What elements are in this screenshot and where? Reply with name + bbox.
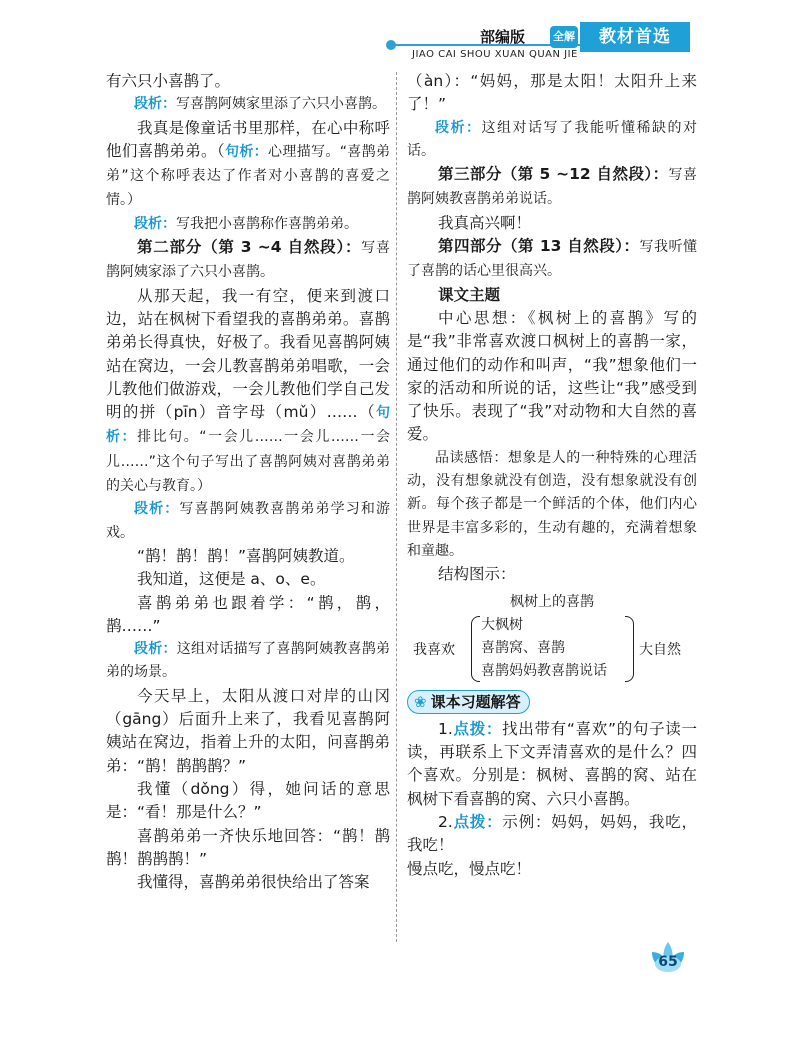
series-pinyin: JIAO CAI SHOU XUAN QUAN JIE [412, 49, 578, 60]
answer-text: 示例：妈妈，妈妈，我吃，我吃！ [407, 813, 697, 855]
note-text: 排比句。“一会儿……一会儿……一会儿……”这个句子写出了喜鹊阿姨对喜鹊弟弟的关心与教育。） [106, 429, 390, 495]
note-label: 段析： [134, 501, 180, 518]
section-heading: 第三部分（第 5 ~12 自然段）： [438, 165, 669, 184]
section-heading: 第二部分（第 3 ~4 自然段）： [137, 238, 362, 257]
hint-label: 点拨： [452, 813, 503, 832]
diagram-items [481, 614, 607, 683]
page-number-badge [648, 940, 688, 980]
paragraph: 我懂（dǒng）得，她问话的意思是：“看！那是什么？” [106, 779, 390, 822]
note-text: 心理描写。“喜鹊弟弟”这个称呼表达了作者对小喜鹊的喜爱之情。） [106, 143, 390, 209]
note-label: 段析： [134, 215, 176, 232]
analysis-note [106, 638, 390, 685]
note-text: 这组对话描写了喜鹊阿姨教喜鹊弟弟的场景。 [106, 641, 391, 681]
section-heading: 第四部分（第 13 自然段）： [438, 237, 640, 256]
leaf-icon: ❀ [414, 692, 427, 711]
section-summary [407, 163, 697, 212]
analysis-note [407, 117, 697, 164]
diagram-left-label: 我喜欢 [413, 641, 455, 658]
exercise-tag-label: 课本习题解答 [430, 692, 521, 711]
paragraph: 今天早上，太阳从渡口对岸的山冈（gāng）后面升上来了，我看见喜鹊阿姨站在窝边，指着上升的太阳，问喜鹊弟弟：“鹊！鹊鹊鹊？” [106, 686, 390, 775]
hint-label: 点拨： [452, 719, 503, 738]
paragraph: 喜鹊弟弟一齐快乐地回答：“鹊！鹊鹊！鹊鹊鹊！” [106, 826, 390, 868]
note-text: 写喜鹊阿姨教喜鹊弟弟学习和游戏。 [106, 501, 390, 541]
paragraph: 有六只小喜鹊了。 [106, 72, 231, 90]
note-label: 句析： [224, 143, 269, 160]
paragraph: （àn）：“妈妈，那是太阳！太阳升上来了！” [407, 72, 697, 114]
page-number: 65 [658, 954, 678, 970]
structure-label: 结构图示： [438, 565, 516, 584]
analysis-note [106, 213, 390, 236]
section-text: 写我听懂了喜鹊的话心里很高兴。 [407, 239, 697, 280]
note-label: 段析： [134, 641, 177, 658]
theme-paragraph: 中心思想：《枫树上的喜鹊》写的是“我”非常喜欢渡口枫树上的喜鹊一家，通过他们的动作和叫声，“我”想象他们一家的活动和所说的话，这些让“我”感受到了快乐。表现了“我”对动物和大自然的喜爱。 [407, 308, 697, 444]
column-divider [396, 72, 397, 942]
diagram-item: 喜鹊窝、喜鹊 [481, 639, 565, 656]
analysis-note [106, 498, 390, 545]
paragraph: 我真高兴啊！ [438, 213, 532, 232]
note-text: 写喜鹊阿姨家里添了六只小喜鹊。 [176, 96, 386, 113]
answer-text: 找出带有“喜欢”的句子读一读，再联系上下文弄清喜欢的是什么？四个喜欢。分别是：枫树、喜鹊的窝、站在枫树下看喜鹊的窝、六只小喜鹊。 [407, 719, 697, 808]
paragraph [106, 285, 390, 499]
section-summary [407, 235, 697, 284]
structure-diagram [407, 616, 697, 684]
paragraph-text: 我真是像童话书里那样，在心中称呼他们喜鹊弟弟。（ [106, 118, 390, 160]
note-label: 段析： [134, 96, 176, 113]
edition-label: 部编版 [480, 28, 526, 46]
exercise-section-tag [407, 690, 530, 714]
exercise-answer [407, 718, 697, 811]
theme-heading: 课文主题 [438, 285, 501, 304]
note-text: 这组对话写了我能听懂稀缺的对话。 [407, 119, 697, 159]
paragraph: 喜鹊弟弟也跟着学：“鹊，鹊，鹊……” [106, 593, 390, 635]
feeling-paragraph: 品读感悟：想象是人的一种特殊的心理活动，没有想象就没有创造，没有想象就没有创新。每个孩子都是一个鲜活的个体，他们内心世界是丰富多彩的，生动有趣的，充满着想象和童趣。 [407, 449, 697, 559]
section-text: 写喜鹊阿姨家添了六只小喜鹊。 [106, 240, 391, 281]
paragraph [106, 117, 390, 213]
right-brace [625, 616, 634, 682]
paragraph: 我懂得，喜鹊弟弟很快给出了答案 [137, 873, 370, 892]
section-text: 写喜鹊阿姨教喜鹊弟弟说话。 [407, 167, 697, 208]
note-text: 写我把小喜鹊称作喜鹊弟弟。 [176, 215, 358, 232]
question-number: 2. [438, 813, 453, 832]
right-column [407, 70, 697, 881]
note-label: 段析： [435, 119, 482, 136]
left-column [106, 70, 390, 894]
series-logo [550, 26, 578, 48]
note-label: 句析： [106, 405, 390, 446]
paragraph: 我知道，这便是 a、o、e。 [137, 570, 326, 589]
logo-text: 全解 [553, 30, 575, 43]
diagram-right-label: 大自然 [639, 641, 681, 658]
question-number: 1. [438, 719, 453, 738]
series-banner: 教材首选 [580, 22, 690, 52]
analysis-note [106, 93, 390, 116]
answer-line: 慢点吃，慢点吃！ [407, 859, 532, 878]
left-brace [471, 616, 480, 682]
diagram-caption: 枫树上的喜鹊 [510, 593, 594, 610]
paragraph-text: 从那天起，我一有空，便来到渡口边，站在枫树下看望我的喜鹊弟弟。喜鹊弟弟长得真快，好极了。我看见喜鹊阿姨站在窝边，一会儿教喜鹊弟弟唱歌，一会儿教他们做游戏，一会儿教他们学自己发明的拼（pīn）音字母（mǔ）……（ [106, 286, 390, 422]
diagram-item: 大枫树 [481, 616, 523, 633]
diagram-item: 喜鹊妈妈教喜鹊说话 [481, 662, 607, 679]
exercise-answer [407, 811, 697, 858]
section-summary [106, 236, 390, 285]
paragraph: “鹊！鹊！鹊！”喜鹊阿姨教道。 [137, 546, 355, 565]
